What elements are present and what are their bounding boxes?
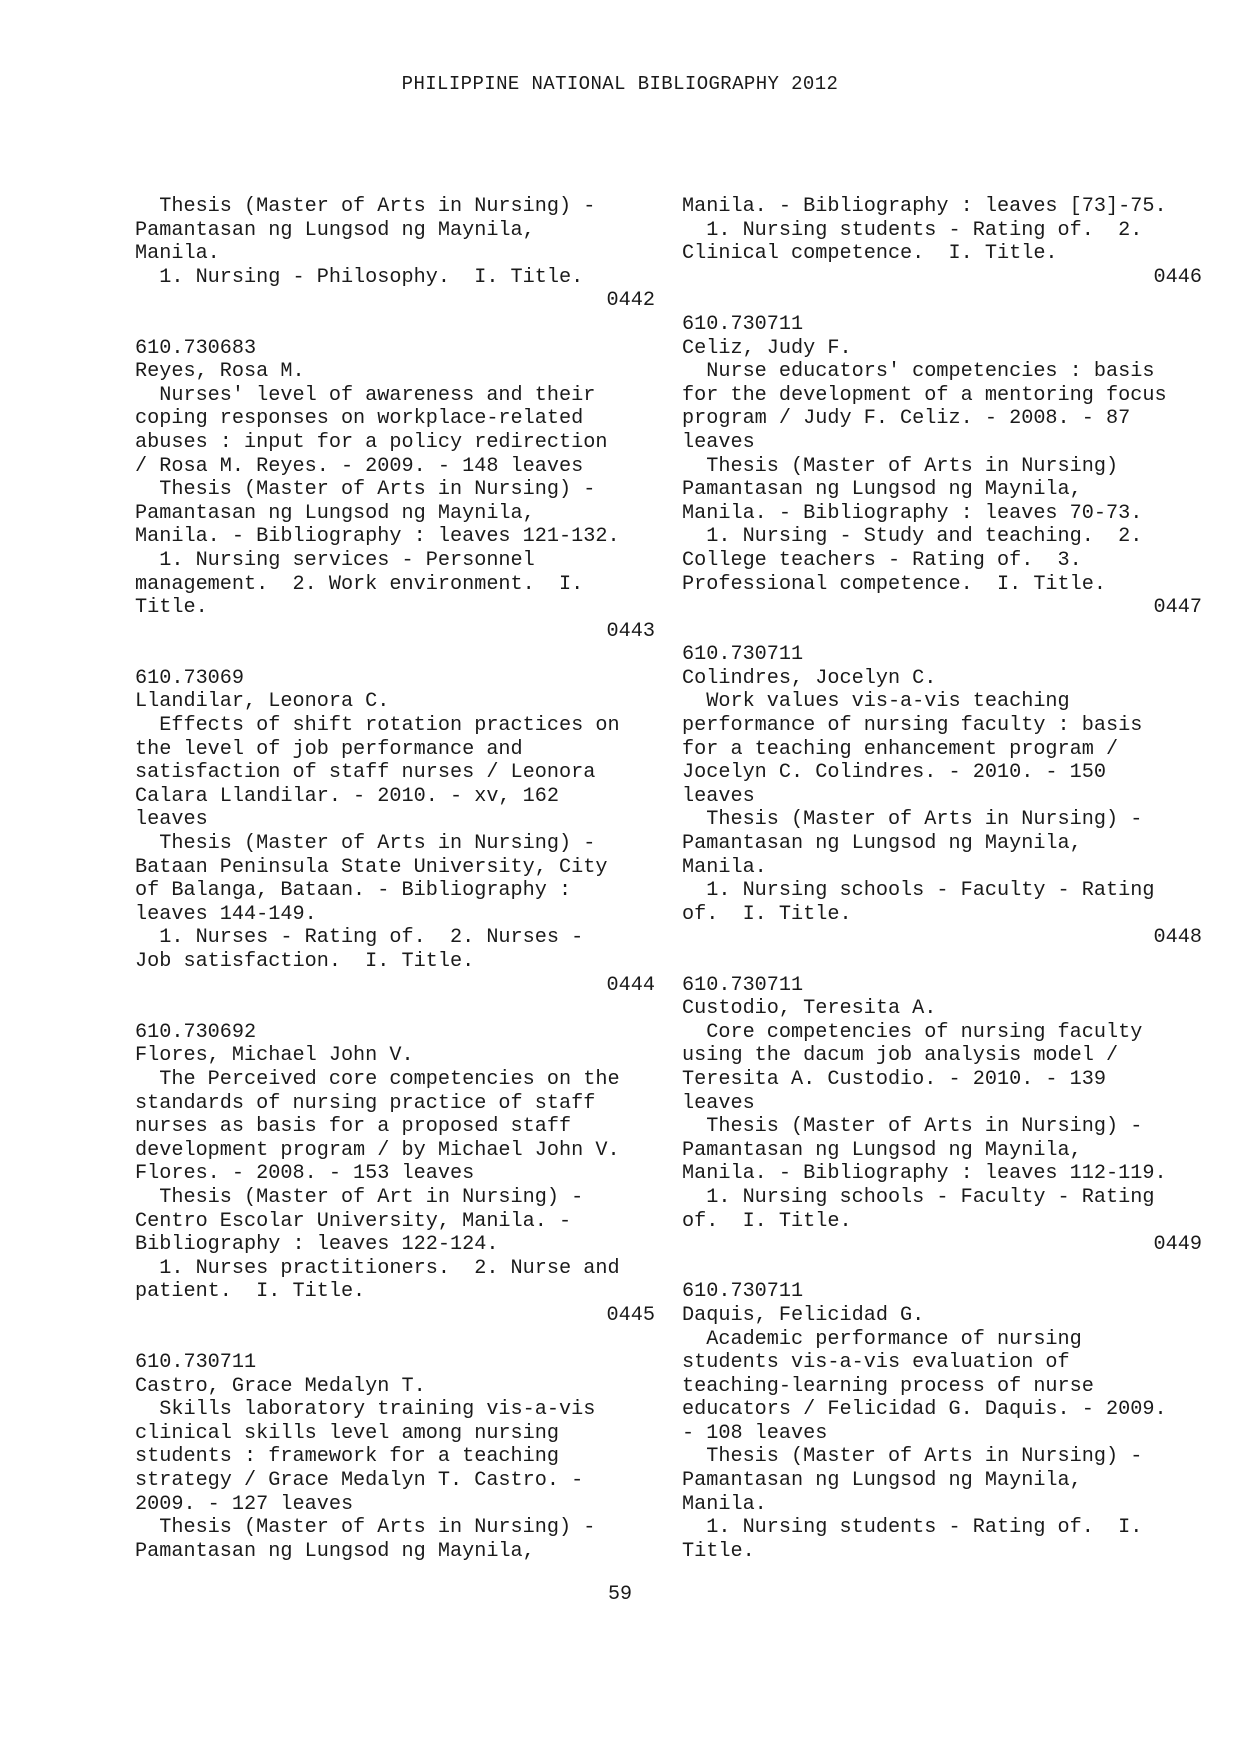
entry-line: teaching-learning process of nurse [682, 1374, 1094, 1398]
entry-line: Manila. [682, 1492, 767, 1516]
page-header: PHILIPPINE NATIONAL BIBLIOGRAPHY 2012 [401, 73, 839, 95]
entry-line: Thesis (Master of Arts in Nursing) - [135, 478, 596, 502]
entry-number: 0445 [606, 1303, 655, 1327]
entry-line: Flores, Michael John V. [135, 1044, 414, 1068]
entry-line: Professional competence. I. Title. [682, 572, 1107, 596]
entry-line: Colindres, Jocelyn C. [682, 666, 937, 690]
entry-line: 1. Nurses - Rating of. 2. Nurses - [135, 926, 584, 950]
entry-line: 1. Nursing schools - Faculty - Rating [682, 879, 1155, 903]
entry-line: development program / by Michael John V. [135, 1138, 620, 1162]
entry-line: Pamantasan ng Lungsod ng Maynila, [682, 832, 1082, 856]
entry-line: Centro Escolar University, Manila. - [135, 1209, 572, 1233]
blank-line [682, 289, 1202, 313]
entry-line: 610.730711 [682, 312, 804, 336]
entry-line: leaves [682, 784, 755, 808]
entry-line: Thesis (Master of Arts in Nursing) - [135, 832, 596, 856]
entry-line: Effects of shift rotation practices on [135, 714, 620, 738]
entry-line: Nurses' level of awareness and their [135, 383, 596, 407]
entry-line: Custodio, Teresita A. [682, 997, 937, 1021]
entry-line: 610.73069 [135, 666, 245, 690]
left-column [135, 195, 655, 1563]
entry-line: 1. Nursing students - Rating of. I. [682, 1516, 1143, 1540]
entry-line: Jocelyn C. Colindres. - 2010. - 150 [682, 761, 1107, 785]
entry-line: of Balanga, Bataan. - Bibliography : [135, 879, 572, 903]
entry-line: College teachers - Rating of. 3. [682, 548, 1082, 572]
entry-line: using the dacum job analysis model / [682, 1044, 1119, 1068]
entry-line: nurses as basis for a proposed staff [135, 1115, 572, 1139]
entry-line: Thesis (Master of Arts in Nursing) - [682, 1445, 1143, 1469]
entry-line: Daquis, Felicidad G. [682, 1303, 925, 1327]
entry-line: Teresita A. Custodio. - 2010. - 139 [682, 1067, 1107, 1091]
entry-line: Title. [682, 1539, 755, 1563]
entry-line: Pamantasan ng Lungsod ng Maynila, [682, 1469, 1082, 1493]
entry-line: Pamantasan ng Lungsod ng Maynila, [135, 218, 535, 242]
entry-line: / Rosa M. Reyes. - 2009. - 148 leaves [135, 454, 584, 478]
entry-number: 0448 [1153, 926, 1202, 950]
entry-line: 1. Nursing - Study and teaching. 2. [682, 525, 1143, 549]
entry-line: 1. Nursing services - Personnel [135, 548, 535, 572]
entry-line: Skills laboratory training vis-a-vis [135, 1398, 596, 1422]
entry-line: Celiz, Judy F. [682, 336, 852, 360]
entry-line: Thesis (Master of Arts in Nursing) - [682, 1115, 1143, 1139]
entry-line: Castro, Grace Medalyn T. [135, 1374, 426, 1398]
entry-line: leaves [682, 430, 755, 454]
entry-number: 0443 [606, 619, 655, 643]
entry-line: 610.730683 [135, 336, 257, 360]
entry-line: coping responses on workplace-related [135, 407, 584, 431]
entry-line: Job satisfaction. I. Title. [135, 950, 475, 973]
entry-line: patient. I. Title. [135, 1280, 366, 1304]
entry-line: leaves [682, 1091, 755, 1115]
entry-line: abuses : input for a policy redirection [135, 430, 608, 454]
entry-line: Bibliography : leaves 122-124. [135, 1233, 499, 1257]
entry-line: 1. Nursing students - Rating of. 2. [682, 218, 1143, 242]
entry-line: Nurse educators' competencies : basis [682, 360, 1155, 384]
entry-line: 2009. - 127 leaves [135, 1492, 354, 1516]
entry-line: educators / Felicidad G. Daquis. - 2009. [682, 1398, 1167, 1422]
entry-line: Academic performance of nursing [682, 1327, 1082, 1351]
entry-line: performance of nursing faculty : basis [682, 714, 1143, 738]
entry-line: 1. Nursing schools - Faculty - Rating [682, 1185, 1155, 1209]
entry-line: Manila. - Bibliography : leaves 112-119. [682, 1162, 1167, 1186]
entry-line: 610.730692 [135, 1020, 257, 1044]
entry-line: Thesis (Master of Arts in Nursing) - [135, 1516, 596, 1540]
entry-line: 610.730711 [682, 1280, 804, 1304]
entry-line: Manila. [135, 242, 220, 266]
entry-number: 0449 [1153, 1233, 1202, 1257]
entry-line: Reyes, Rosa M. [135, 360, 305, 384]
entry-line: Flores. - 2008. - 153 leaves [135, 1162, 475, 1186]
blank-line [682, 1257, 1202, 1281]
entry-line: for a teaching enhancement program / [682, 737, 1119, 761]
entry-line: the level of job performance and [135, 737, 523, 761]
entry-line: Clinical competence. I. Title. [682, 242, 1058, 266]
blank-line [682, 950, 1202, 974]
entry-line: - 108 leaves [682, 1421, 828, 1445]
entry-line: clinical skills level among nursing [135, 1421, 560, 1445]
entry-line: 610.730711 [682, 973, 804, 997]
entry-line: Pamantasan ng Lungsod ng Maynila, [682, 1138, 1082, 1162]
entry-line: Core competencies of nursing faculty [682, 1020, 1143, 1044]
entry-line: 610.730711 [135, 1351, 257, 1375]
entry-line: Thesis (Master of Arts in Nursing) - [682, 808, 1143, 832]
right-column [682, 195, 1202, 1563]
entry-line: Title. [135, 596, 208, 620]
entry-line: 1. Nursing - Philosophy. I. Title. [135, 265, 584, 289]
entry-line: standards of nursing practice of staff [135, 1091, 596, 1115]
blank-line [135, 643, 655, 667]
entry-line: leaves 144-149. [135, 902, 317, 926]
page-number: 59 [607, 1583, 632, 1606]
entry-line: satisfaction of staff nurses / Leonora [135, 761, 596, 785]
entry-number: 0442 [606, 289, 655, 313]
entry-line: Manila. - Bibliography : leaves 70-73. [682, 501, 1143, 525]
entry-line: students vis-a-vis evaluation of [682, 1351, 1070, 1375]
entry-line: of. I. Title. [682, 902, 852, 926]
entry-number: 0447 [1153, 596, 1202, 620]
entry-line: Pamantasan ng Lungsod ng Maynila, [135, 501, 535, 525]
entry-line: 610.730711 [682, 643, 804, 667]
entry-line: management. 2. Work environment. I. [135, 572, 584, 596]
entry-line: Thesis (Master of Arts in Nursing) [682, 454, 1119, 478]
blank-line [135, 997, 655, 1021]
blank-line [135, 313, 655, 337]
entry-line: strategy / Grace Medalyn T. Castro. - [135, 1469, 584, 1493]
entry-line: Work values vis-a-vis teaching [682, 690, 1070, 714]
blank-line [135, 1328, 655, 1352]
entry-line: The Perceived core competencies on the [135, 1067, 620, 1091]
entry-line: Manila. - Bibliography : leaves [73]-75. [682, 195, 1167, 218]
entry-line: Thesis (Master of Art in Nursing) - [135, 1185, 584, 1209]
entry-line: 1. Nurses practitioners. 2. Nurse and [135, 1256, 620, 1280]
entry-line: of. I. Title. [682, 1209, 852, 1233]
entry-line: Manila. - Bibliography : leaves 121-132. [135, 525, 620, 549]
entry-line: Llandilar, Leonora C. [135, 690, 390, 714]
entry-line: Pamantasan ng Lungsod ng Maynila, [135, 1539, 535, 1563]
entry-line: Bataan Peninsula State University, City [135, 855, 608, 879]
entry-line: Thesis (Master of Arts in Nursing) - [135, 195, 596, 218]
entry-number: 0444 [606, 973, 655, 997]
entry-line: Manila. [682, 855, 767, 879]
entry-line: Calara Llandilar. - 2010. - xv, 162 [135, 784, 560, 808]
entry-line: leaves [135, 808, 208, 832]
entry-line: for the development of a mentoring focus [682, 383, 1167, 407]
blank-line [682, 620, 1202, 644]
entry-line: students : framework for a teaching [135, 1445, 560, 1469]
entry-line: program / Judy F. Celiz. - 2008. - 87 [682, 407, 1131, 431]
entry-number: 0446 [1153, 265, 1202, 289]
entry-line: Pamantasan ng Lungsod ng Maynila, [682, 478, 1082, 502]
